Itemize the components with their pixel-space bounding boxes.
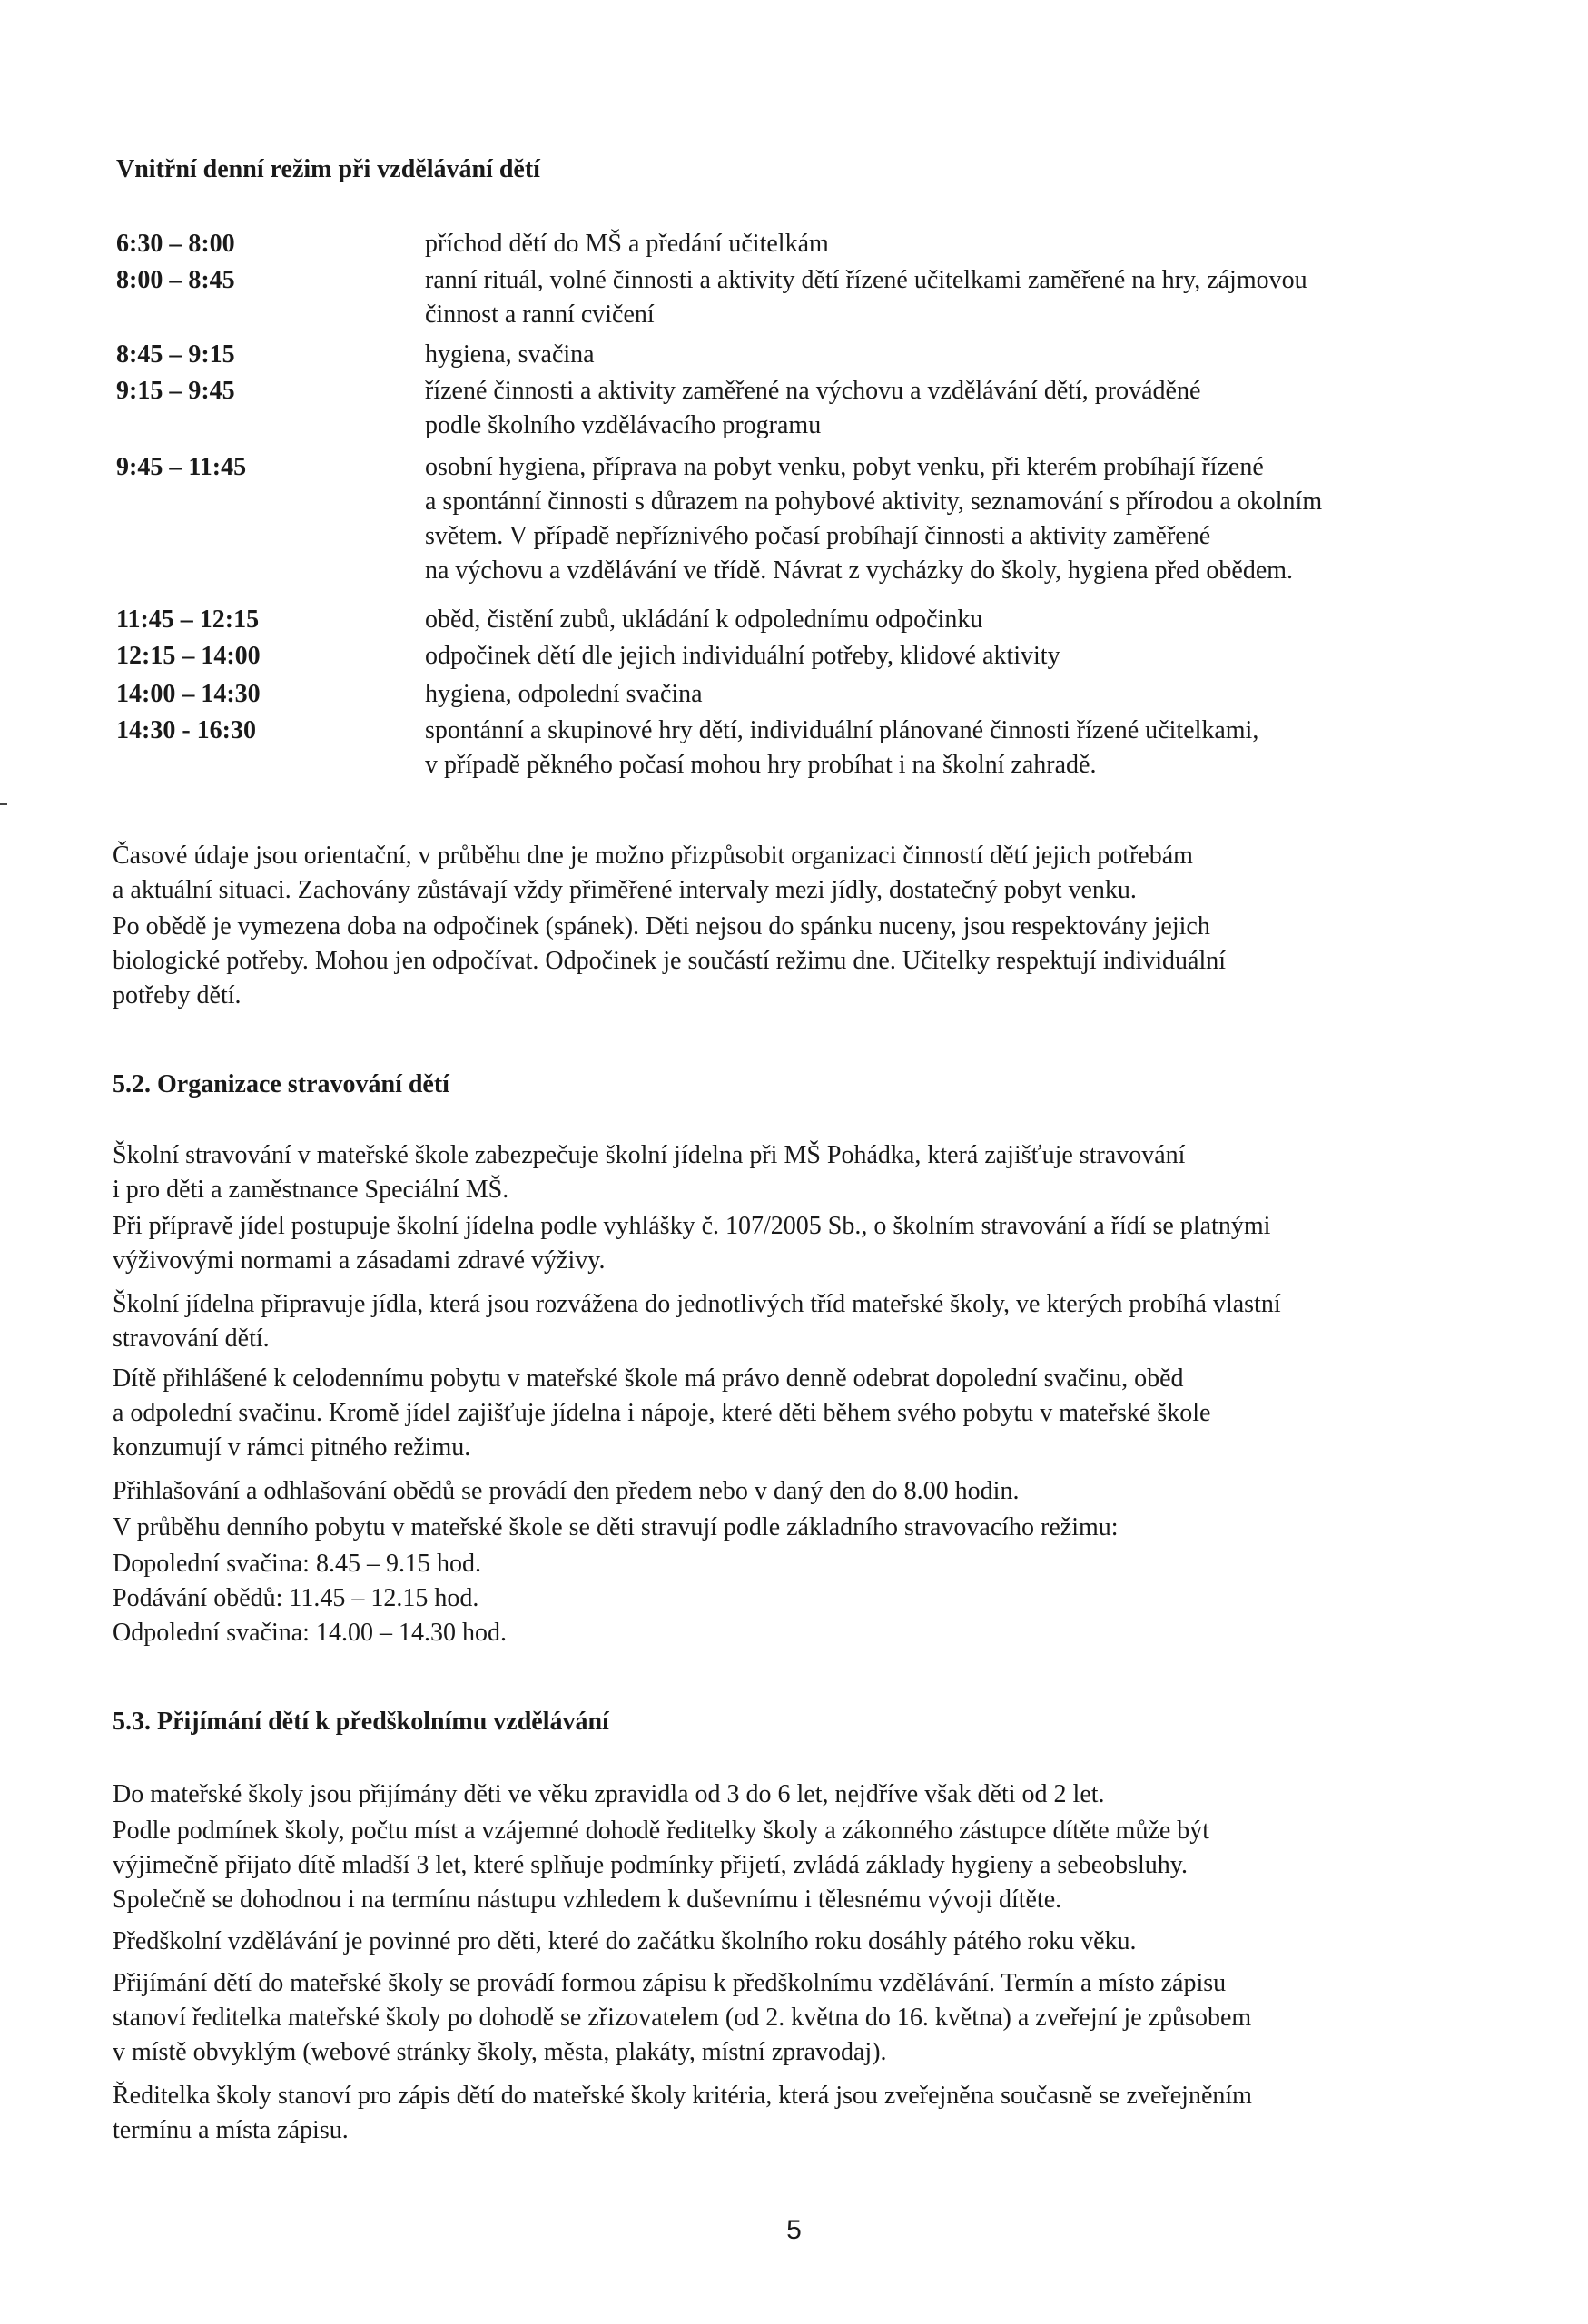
section-5-2-title: 5.2. Organizace stravování dětí [113,1070,449,1098]
catering-paragraph-6 [113,1511,1438,1545]
text-line: Ředitelka školy stanoví pro zápis dětí do mateřské školy kritéria, která jsou zveřejněna současně se zveřejněním [113,2082,1252,2110]
schedule-activity-line: řízené činnosti a aktivity zaměřené na výchovu a vzdělávání dětí, prováděné [425,377,1201,405]
text-line: Školní stravování v mateřské škole zabezpečuje školní jídelna při MŠ Pohádka, která zajišťuje stravování [113,1141,1186,1169]
admission-paragraph-3 [113,1925,1438,1959]
schedule-activity-line: světem. V případě nepříznivého počasí probíhají činnosti a aktivity zaměřené [425,522,1211,550]
scan-margin-mark [0,803,7,805]
admission-paragraph-5 [113,2079,1438,2148]
text-line: i pro děti a zaměstnance Speciální MŠ. [113,1176,509,1204]
text-line: a aktuální situaci. Zachovány zůstávají vždy přiměřené intervaly mezi jídly, dostatečný pobyt venku. [113,876,1137,904]
text-line: stravování dětí. [113,1324,270,1353]
text-line: Při přípravě jídel postupuje školní jídelna podle vyhlášky č. 107/2005 Sb., o školním stravování a řídí se platnými [113,1212,1271,1240]
schedule-activity-line: hygiena, odpolední svačina [425,680,703,708]
schedule-activity-line: ranní rituál, volné činnosti a aktivity dětí řízené učitelkami zaměřené na hry, zájmovou [425,266,1307,294]
schedule-time: 12:15 – 14:00 [116,642,261,670]
schedule-activity [425,263,1449,332]
schedule-activity [425,227,1449,261]
text-line: Dítě přihlášené k celodennímu pobytu v mateřské škole má právo denně odebrat dopolední svačinu, oběd [113,1364,1184,1393]
schedule-activity-line: a spontánní činnosti s důrazem na pohybové aktivity, seznamování s přírodou a okolním [425,487,1323,516]
admission-paragraph-2 [113,1814,1438,1917]
schedule-activity [425,374,1449,443]
text-line: a odpolední svačinu. Kromě jídel zajišťuje jídelna i nápoje, které děti během svého pobytu v mateřské škole [113,1399,1211,1427]
text-line: Předškolní vzdělávání je povinné pro děti, které do začátku školního roku dosáhly pátého roku věku. [113,1927,1137,1955]
schedule-activity-line: spontánní a skupinové hry dětí, individuální plánované činnosti řízené učitelkami, [425,716,1259,744]
schedule-activity-line: podle školního vzdělávacího programu [425,411,822,439]
text-line: stanoví ředitelka mateřské školy po dohodě se zřizovatelem (od 2. května do 16. května) a zveřejní je způsobem [113,2004,1252,2032]
text-line: potřeby dětí. [113,981,242,1009]
text-line: termínu a místa zápisu. [113,2116,349,2144]
catering-paragraph-4 [113,1362,1438,1465]
text-line: konzumují v rámci pitného režimu. [113,1433,471,1462]
text-line: výživovými normami a zásadami zdravé výživy. [113,1246,606,1275]
schedule-time: 8:00 – 8:45 [116,266,235,294]
text-line: Podávání obědů: 11.45 – 12.15 hod. [113,1584,479,1612]
catering-paragraph-2 [113,1209,1438,1278]
text-line: Podle podmínek školy, počtu míst a vzájemné dohodě ředitelky školy a zákonného zástupce dítěte může být [113,1817,1210,1845]
schedule-activity [425,677,1449,712]
text-line: výjimečně přijato dítě mladší 3 let, které splňuje podmínky přijetí, zvládá základy hygieny a sebeobsluhy. [113,1851,1188,1879]
schedule-activity-line: osobní hygiena, příprava na pobyt venku, pobyt venku, při kterém probíhají řízené [425,453,1264,481]
text-line: Dopolední svačina: 8.45 – 9.15 hod. [113,1550,481,1578]
schedule-activity [425,639,1449,674]
schedule-time: 11:45 – 12:15 [116,606,260,634]
text-line: Školní jídelna připravuje jídla, která jsou rozvážena do jednotlivých tříd mateřské školy, ve kterých probíhá vlastní [113,1290,1281,1318]
schedule-activity-line: činnost a ranní cvičení [425,300,655,329]
schedule-time: 14:30 - 16:30 [116,716,256,744]
text-line: Do mateřské školy jsou přijímány děti ve věku zpravidla od 3 do 6 let, nejdříve však děti od 2 let. [113,1780,1105,1808]
catering-paragraph-5 [113,1474,1438,1509]
text-line: Společně se dohodnou i na termínu nástupu vzhledem k duševnímu i tělesnému vývoji dítěte. [113,1886,1062,1914]
text-line: Časové údaje jsou orientační, v průběhu dne je možno přizpůsobit organizaci činností dětí jejich potřebám [113,842,1193,870]
schedule-time: 14:00 – 14:30 [116,680,261,708]
catering-paragraph-1 [113,1138,1438,1207]
text-line: biologické potřeby. Mohou jen odpočívat. Odpočinek je součástí režimu dne. Učitelky respektují individuální [113,947,1227,975]
schedule-activity [425,603,1449,637]
schedule-activity-line: příchod dětí do MŠ a předání učitelkám [425,230,829,258]
schedule-activity-line: v případě pěkného počasí mohou hry probíhat i na školní zahradě. [425,751,1097,779]
admission-paragraph-4 [113,1966,1438,2070]
daily-routine-title: Vnitřní denní režim při vzdělávání dětí [116,155,540,183]
catering-paragraph-3 [113,1287,1438,1356]
schedule-activity-line: hygiena, svačina [425,340,595,369]
schedule-activity [425,450,1449,588]
schedule-time: 9:15 – 9:45 [116,377,235,405]
meal-times [113,1547,1438,1650]
note-paragraph-2 [113,910,1438,1013]
text-line: v místě obvyklým (webové stránky školy, města, plakáty, místní zpravodaj). [113,2038,887,2066]
text-line: V průběhu denního pobytu v mateřské škole se děti stravují podle základního stravovacího režimu: [113,1513,1119,1541]
schedule-time: 9:45 – 11:45 [116,453,247,481]
page-number: 5 [786,2215,802,2245]
schedule-activity [425,714,1449,783]
section-5-3-title: 5.3. Přijímání dětí k předškolnímu vzdělávání [113,1708,609,1736]
schedule-time: 6:30 – 8:00 [116,230,235,258]
schedule-activity [425,338,1449,372]
text-line: Odpolední svačina: 14.00 – 14.30 hod. [113,1619,507,1647]
schedule-time: 8:45 – 9:15 [116,340,235,369]
note-paragraph-1 [113,839,1438,908]
admission-paragraph-1 [113,1777,1438,1812]
schedule-activity-line: na výchovu a vzdělávání ve třídě. Návrat z vycházky do školy, hygiena před obědem. [425,556,1294,585]
schedule-activity-line: oběd, čistění zubů, ukládání k odpolednímu odpočinku [425,606,983,634]
schedule-activity-line: odpočinek dětí dle jejich individuální potřeby, klidové aktivity [425,642,1060,670]
text-line: Přihlašování a odhlašování obědů se provádí den předem nebo v daný den do 8.00 hodin. [113,1477,1020,1505]
text-line: Po obědě je vymezena doba na odpočinek (spánek). Děti nejsou do spánku nuceny, jsou respektovány jejich [113,912,1210,940]
text-line: Přijímání dětí do mateřské školy se provádí formou zápisu k předškolnímu vzdělávání. Termín a místo zápisu [113,1969,1227,1997]
